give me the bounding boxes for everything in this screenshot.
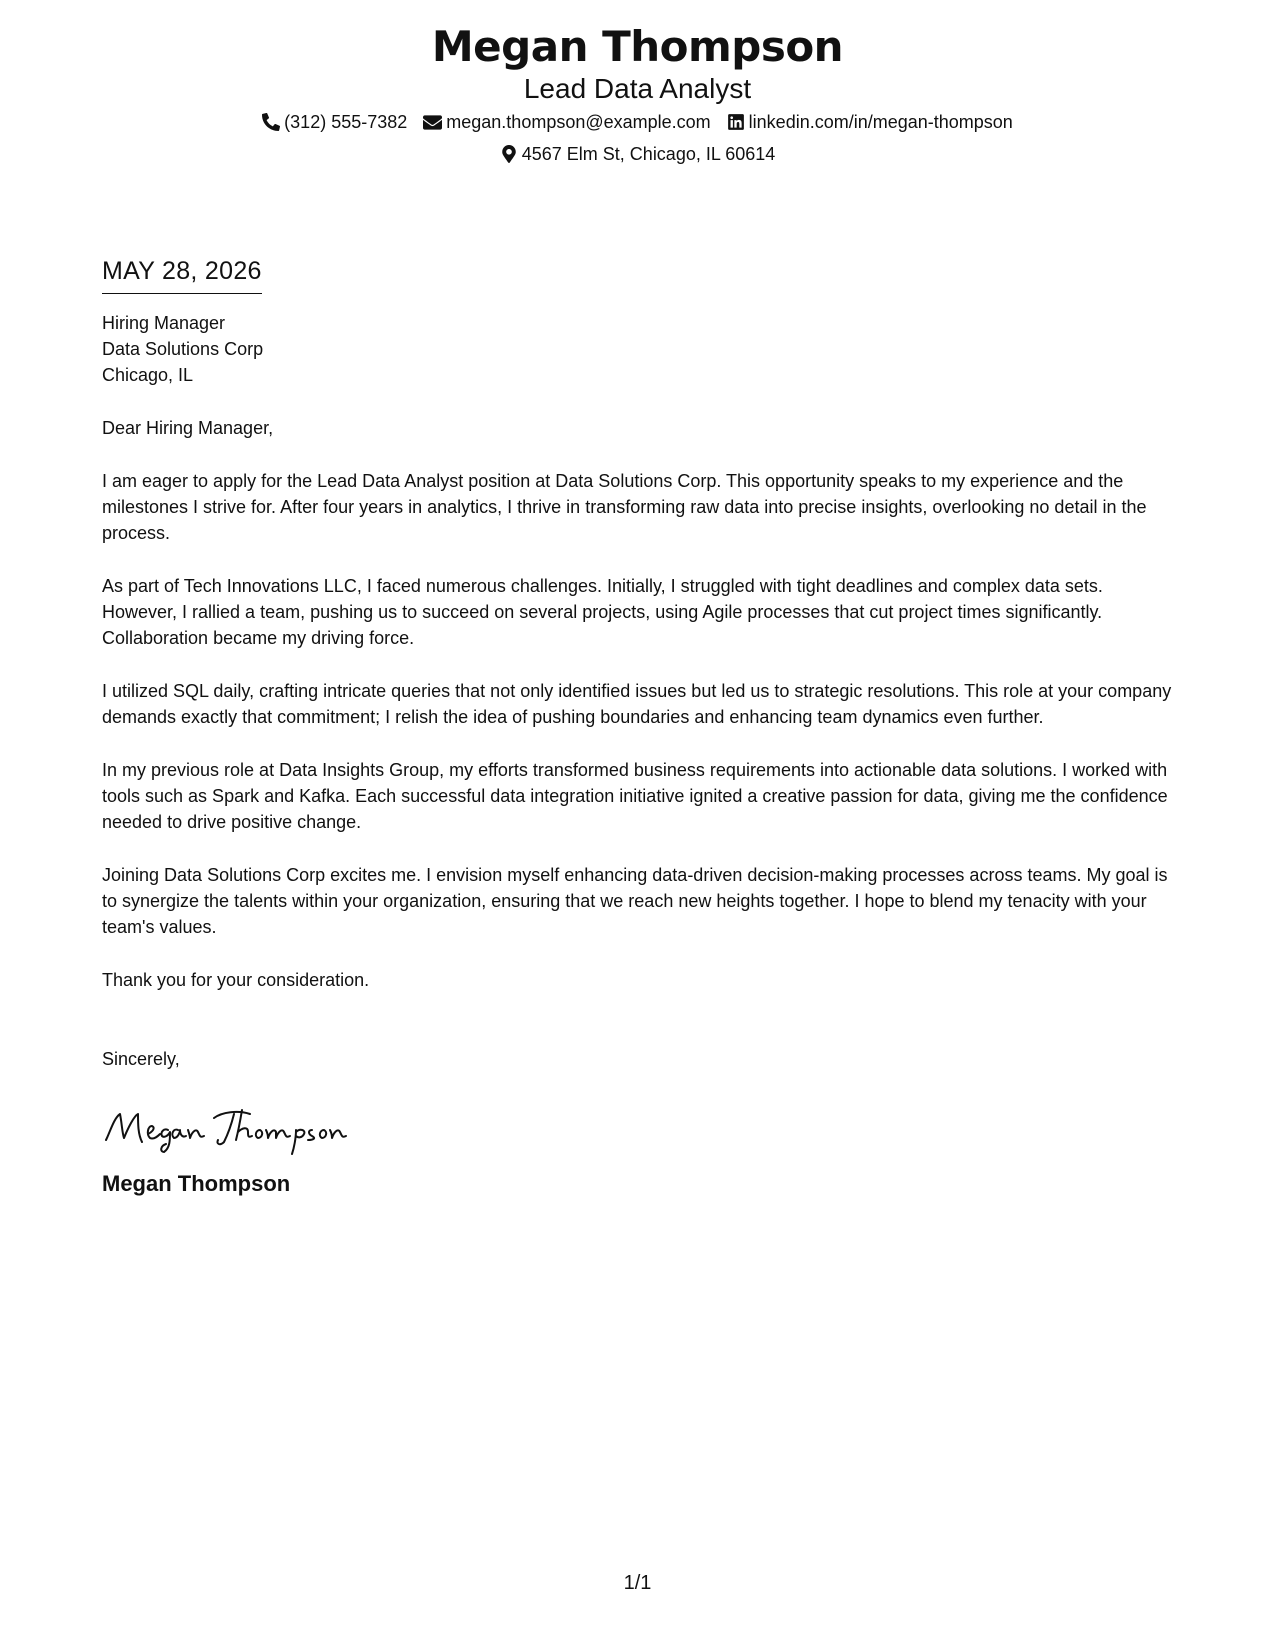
applicant-name: Megan Thompson [431, 22, 844, 71]
contact-email [423, 110, 710, 134]
page-number: 1/1 [623, 1572, 652, 1594]
body-paragraph: Joining Data Solutions Corp excites me. I envision myself enhancing data-driven decision-making processes across teams. My goal is to synergize the talents within your organization, ensuring that we reach new heights together. I hope to blend my tenacity with your team's values. [102, 865, 1168, 937]
phone-number: (312) 555-7382 [284, 112, 408, 132]
contact-row-primary [0, 110, 1275, 134]
letter-body [102, 255, 1177, 1198]
phone-icon [262, 113, 280, 131]
applicant-title: Lead Data Analyst [523, 73, 752, 104]
contact-linkedin [727, 110, 1013, 134]
linkedin-url: linkedin.com/in/megan-thompson [748, 112, 1013, 132]
contact-phone [262, 110, 407, 134]
body-paragraph: I am eager to apply for the Lead Data Analyst position at Data Solutions Corp. This opportunity speaks to my experience and the milestones I strive for. After four years in analytics, I thrive in transforming raw data into precise insights, overlooking no detail in the process. [102, 471, 1147, 543]
letter-date: MAY 28, 2026 [102, 255, 262, 294]
body-paragraph: As part of Tech Innovations LLC, I faced numerous challenges. Initially, I struggled with tight deadlines and complex data sets. However, I rallied a team, pushing us to succeed on several projects, using Agile processes that cut project times significantly. Collaboration became my driving force. [102, 576, 1103, 648]
body-paragraph: I utilized SQL daily, crafting intricate queries that not only identified issues but led us to strategic resolutions. This role at your company demands exactly that commitment; I relish the idea of pushing boundaries and enhancing team dynamics even further. [102, 681, 1172, 727]
recipient-line: Data Solutions Corp [102, 339, 264, 359]
email-address: megan.thompson@example.com [446, 112, 711, 132]
body-paragraph: In my previous role at Data Insights Group, my efforts transformed business requirements into actionable data solutions. I worked with tools such as Spark and Kafka. Each successful data integration initiative ignited a creative passion for data, giving me the confidence needed to drive positive change. [102, 760, 1168, 832]
envelope-icon [423, 113, 442, 132]
recipient-block [102, 310, 1177, 388]
letter-header [0, 22, 1275, 166]
closing: Sincerely, [102, 1049, 180, 1069]
contact-address [500, 142, 776, 166]
body-paragraph: Thank you for your consideration. [102, 970, 370, 990]
handwritten-signature [102, 1102, 1177, 1158]
linkedin-icon [727, 113, 745, 131]
street-address: 4567 Elm St, Chicago, IL 60614 [521, 144, 776, 164]
contact-row-address [0, 142, 1275, 166]
salutation: Dear Hiring Manager, [102, 418, 274, 438]
signer-name: Megan Thompson [102, 1171, 291, 1196]
recipient-line: Chicago, IL [102, 365, 194, 385]
recipient-line: Hiring Manager [102, 313, 226, 333]
map-marker-icon [500, 145, 518, 163]
